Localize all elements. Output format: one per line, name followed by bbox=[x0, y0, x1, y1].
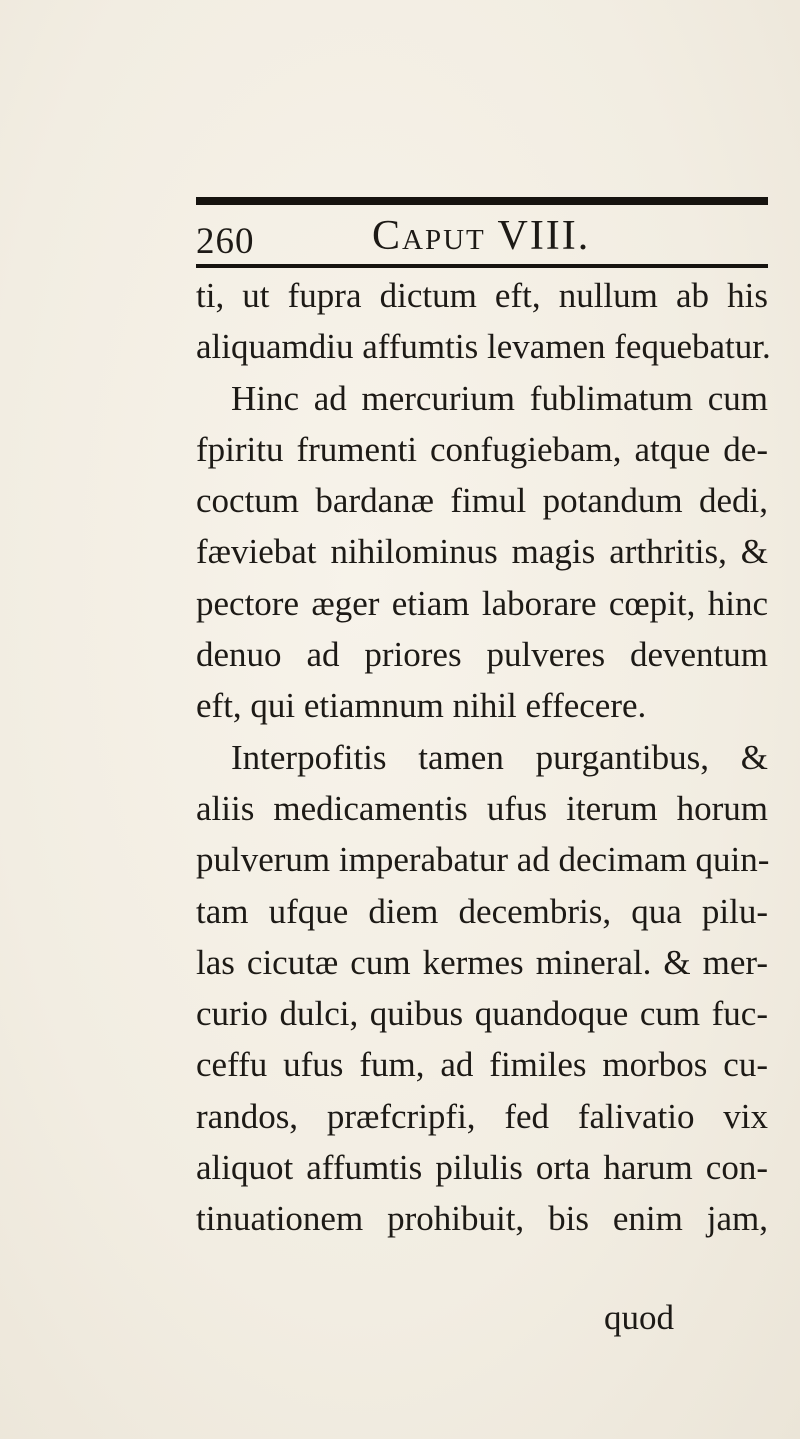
text-line: aliquot affumtis pilulis orta harum con- bbox=[196, 1148, 768, 1188]
text-line: ceffu ufus fum, ad fimiles morbos cu- bbox=[196, 1045, 768, 1085]
text-line: fpiritu frumenti confugiebam, atque de- bbox=[196, 429, 768, 469]
header-rule-top bbox=[196, 197, 768, 205]
text-line: aliis medicamentis ufus iterum horum bbox=[196, 788, 768, 828]
page-number: 260 bbox=[196, 221, 255, 262]
text-line: aliquamdiu affumtis levamen fequebatur. bbox=[196, 327, 771, 367]
text-line: randos, præfcripfi, fed falivatio vix bbox=[196, 1096, 768, 1136]
catchword: quod bbox=[604, 1298, 674, 1337]
text-line: curio dulci, quibus quandoque cum fuc- bbox=[196, 994, 768, 1034]
text-line: tam ufque diem decembris, qua pilu- bbox=[196, 891, 768, 931]
text-line: denuo ad priores pulveres deventum bbox=[196, 635, 768, 675]
running-head bbox=[196, 208, 768, 268]
text-line: pectore æger etiam laborare cœpit, hinc bbox=[196, 583, 768, 623]
text-line: pulverum imperabatur ad decimam quin- bbox=[196, 840, 770, 880]
text-line: fæviebat nihilominus magis arthritis, & bbox=[196, 532, 768, 572]
text-line: coctum bardanæ fimul potandum dedi, bbox=[196, 481, 768, 521]
text-line: las cicutæ cum kermes mineral. & mer- bbox=[196, 942, 768, 982]
chapter-title: Caput VIII. bbox=[372, 213, 591, 259]
text-line: ti, ut fupra dictum eft, nullum ab his bbox=[196, 276, 768, 315]
text-line: Interpofitis tamen purgantibus, & bbox=[231, 737, 768, 777]
text-line: Hinc ad mercurium fublimatum cum bbox=[231, 378, 768, 418]
text-line: eft, qui etiamnum nihil effecere. bbox=[196, 686, 647, 726]
header-rule-bottom bbox=[196, 264, 768, 268]
text-line: tinuationem prohibuit, bis enim jam, bbox=[196, 1199, 768, 1239]
body-text bbox=[196, 270, 786, 1245]
